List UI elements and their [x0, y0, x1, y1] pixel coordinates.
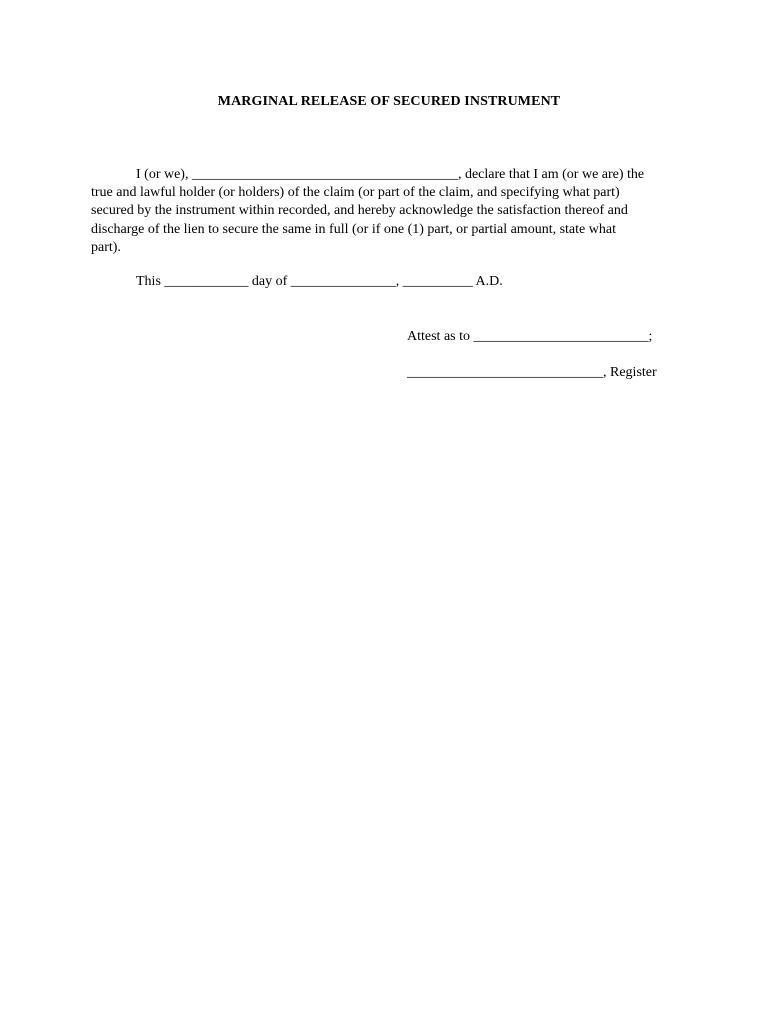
declaration-paragraph — [91, 166, 685, 257]
declaration-line-4: discharge of the lien to secure the same in full (or if one (1) part, or partial amount, state what — [91, 221, 616, 237]
declaration-line-2: true and lawful holder (or holders) of the claim (or part of the claim, and specifying what part) — [91, 185, 620, 201]
date-line: This ____________ day of _______________, __________ A.D. — [136, 274, 503, 289]
declaration-line-1: I (or we), ______________________________________, declare that I am (or we are) the — [136, 167, 645, 182]
declaration-line-3: secured by the instrument within recorded, and hereby acknowledge the satisfaction thereof and — [91, 203, 628, 219]
document-title: MARGINAL RELEASE OF SECURED INSTRUMENT — [217, 94, 561, 109]
declaration-line-5: part). — [91, 239, 121, 255]
attest-line: Attest as to _________________________; — [407, 329, 653, 344]
register-signature-line: ____________________________, Register — [407, 365, 657, 380]
